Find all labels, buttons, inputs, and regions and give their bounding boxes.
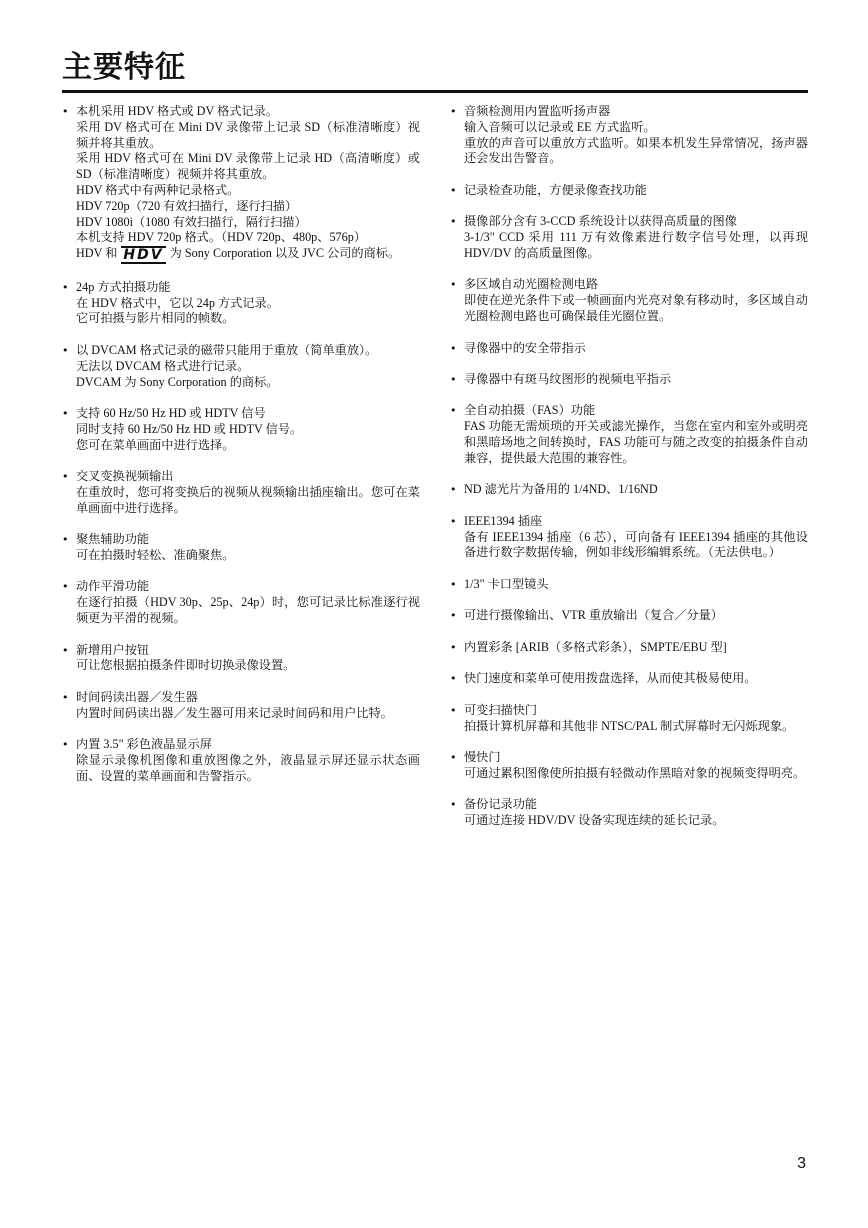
bullet-icon: • [450,609,457,623]
bullet-icon: • [62,280,69,294]
feature-item [450,671,808,687]
feature-item [450,797,808,829]
page-number: 3 [797,1155,806,1172]
feature-title: 备份记录功能 [464,797,538,812]
feature-item [450,577,808,593]
feature-description: 采用 HDV 格式可在 Mini DV 录像带上记录 HD（高清晰度）或 SD（标准清晰度）视频并将其重放。 [76,151,420,182]
feature-description: 除显示录像机图像和重放图像之外，液晶显示屏还显示状态画面、设置的菜单画面和告警指示。 [76,752,420,783]
feature-item [62,690,420,722]
bullet-icon: • [62,690,69,704]
feature-title: 聚焦辅助功能 [76,532,150,547]
feature-title: 可进行摄像输出、VTR 重放输出（复合／分量） [464,608,723,623]
feature-description: 可让您根据拍摄条件即时切换录像设置。 [76,658,296,673]
feature-description: 在重放时，您可将变换后的视频从视频输出插座输出。您可在菜单画面中进行选择。 [76,484,420,515]
bullet-icon: • [450,672,457,686]
bullet-icon: • [62,470,69,484]
bullet-icon: • [450,278,457,292]
feature-description: 在 HDV 格式中，它以 24p 方式记录。 [76,295,279,310]
feature-item [450,703,808,735]
feature-title: 时间码读出器／发生器 [76,689,198,704]
bullet-icon: • [450,483,457,497]
bullet-icon: • [450,105,457,118]
feature-item [62,469,420,516]
feature-title: 支持 60 Hz/50 Hz HD 或 HDTV 信号 [76,406,266,421]
feature-title: 以 DVCAM 格式记录的磁带只能用于重放（简单重放）。 [76,342,378,357]
feature-description: 在逐行拍摄（HDV 30p、25p、24p）时，您可记录比标准逐行视频更为平滑的视频。 [76,595,420,626]
feature-item [450,608,808,624]
feature-title: 全自动拍摄（FAS）功能 [464,403,596,418]
feature-description: 重放的声音可以重放方式监听。如果本机发生异常情况，扬声器还会发出告警音。 [464,135,808,166]
feature-description: 本机支持 HDV 720p 格式。（HDV 720p、480p、576p） [76,230,367,245]
bullet-icon: • [450,373,457,386]
feature-title: 记录检查功能，方便录像查找功能 [464,182,647,197]
bullet-icon: • [450,183,457,197]
bullet-icon: • [62,738,69,752]
feature-title: 内置彩条 [ARIB（多格式彩条），SMPTE/EBU 型] [464,639,727,654]
feature-title: 内置 3.5" 彩色液晶显示屏 [76,737,212,752]
feature-title: 新增用户按钮 [76,642,150,657]
feature-item [62,104,420,264]
bullet-icon: • [450,577,457,591]
trademark-before: HDV 和 [76,246,118,261]
feature-item [450,183,808,199]
feature-description: HDV 格式中有两种记录格式。 [76,182,240,197]
bullet-icon: • [62,533,69,547]
feature-item [450,214,808,261]
feature-item [450,277,808,324]
feature-item [62,280,420,327]
bullet-icon: • [450,703,457,717]
feature-item [62,579,420,626]
feature-description: 可通过连接 HDV/DV 设备实现连续的延长记录。 [464,813,725,828]
feature-title: 交叉变换视频输出 [76,469,174,484]
feature-title: 本机采用 HDV 格式或 DV 格式记录。 [76,104,279,118]
feature-title: 快门速度和菜单可使用拨盘选择，从而使其极易使用。 [464,671,757,686]
bullet-icon: • [62,407,69,421]
bullet-icon: • [450,404,457,418]
feature-title: IEEE1394 插座 [464,513,543,528]
feature-item [450,104,808,167]
feature-item [450,514,808,561]
feature-item [450,640,808,656]
feature-title: 24p 方式拍摄功能 [76,279,171,294]
bullet-icon: • [450,640,457,654]
feature-title: 音频检测用内置监听扬声器 [464,104,611,118]
feature-title: 寻像器中的安全带指示 [464,340,586,355]
feature-description: HDV 1080i（1080 有效扫描行，隔行扫描） [76,214,307,229]
feature-item [62,343,420,390]
bullet-icon: • [450,798,457,812]
feature-item [450,482,808,498]
feature-title: 多区域自动光圈检测电路 [464,277,599,292]
feature-description: HDV 720p（720 有效扫描行，逐行扫描） [76,198,298,213]
feature-description: FAS 功能无需烦琐的开关或滤光操作，当您在室内和室外或明亮和黑暗场地之间转换时，FAS 功能可与随之改变的拍摄条件自动兼容，提供最大范围的兼容性。 [464,419,808,465]
feature-title: 可变扫描快门 [464,702,538,717]
trademark-after: 为 Sony Corporation 以及 JVC 公司的商标。 [169,246,401,261]
feature-item [62,532,420,564]
feature-item [450,750,808,782]
feature-description: 无法以 DVCAM 格式进行记录。 [76,358,250,373]
bullet-icon: • [62,643,69,657]
feature-description: 即使在逆光条件下或一帧画面内光亮对象有移动时，多区域自动光圈检测电路也可确保最佳光圈位置。 [464,293,808,324]
title-divider [62,90,808,93]
feature-item [450,403,808,466]
left-column [62,104,420,800]
bullet-icon: • [62,343,69,357]
feature-item [450,372,808,388]
feature-description: 可通过累积图像使所拍摄有轻微动作黑暗对象的视频变得明亮。 [464,765,806,780]
feature-title: ND 滤光片为备用的 1/4ND、1/16ND [464,482,658,497]
feature-item [62,737,420,784]
feature-item [62,406,420,453]
feature-title: 寻像器中有斑马纹图形的视频电平指示 [464,372,672,386]
feature-description: 它可拍摄与影片相同的帧数。 [76,311,235,326]
feature-title: 摄像部分含有 3-CCD 系统设计以获得高质量的图像 [464,214,737,229]
feature-item [62,643,420,675]
bullet-icon: • [62,580,69,594]
bullet-icon: • [62,105,69,118]
feature-description: 内置时间码读出器／发生器可用来记录时间码和用户比特。 [76,705,393,720]
feature-description: 输入音频可以记录或 EE 方式监听。 [464,119,656,134]
feature-description: 您可在菜单画面中进行选择。 [76,437,235,452]
hdv-logo: HDV [123,247,164,264]
feature-item [450,341,808,357]
feature-description: 同时支持 60 Hz/50 Hz HD 或 HDTV 信号。 [76,421,303,436]
page-title: 主要特征 [62,50,186,85]
feature-title: 1/3" 卡口型镜头 [464,576,549,591]
right-column [450,104,808,845]
trademark-note [76,246,420,264]
bullet-icon: • [450,751,457,765]
bullet-icon: • [450,215,457,229]
feature-title: 动作平滑功能 [76,579,150,594]
feature-title: 慢快门 [464,750,501,765]
bullet-icon: • [450,341,457,355]
feature-description: 3-1/3" CCD 采用 111 万有效像素进行数字信号处理，以再现 HDV/DV 的高质量图像。 [464,230,808,260]
feature-description: 拍摄计算机屏幕和其他非 NTSC/PAL 制式屏幕时无闪烁现象。 [464,718,795,733]
feature-description: 可在拍摄时轻松、准确聚焦。 [76,547,235,562]
feature-description: DVCAM 为 Sony Corporation 的商标。 [76,374,279,389]
feature-description: 备有 IEEE1394 插座（6 芯），可向备有 IEEE1394 插座的其他设备进行数字数据传输，例如非线形编辑系统。（无法供电。） [464,529,808,560]
bullet-icon: • [450,514,457,528]
feature-description: 采用 DV 格式可在 Mini DV 录像带上记录 SD（标准清晰度）视频并将其重放。 [76,119,420,150]
